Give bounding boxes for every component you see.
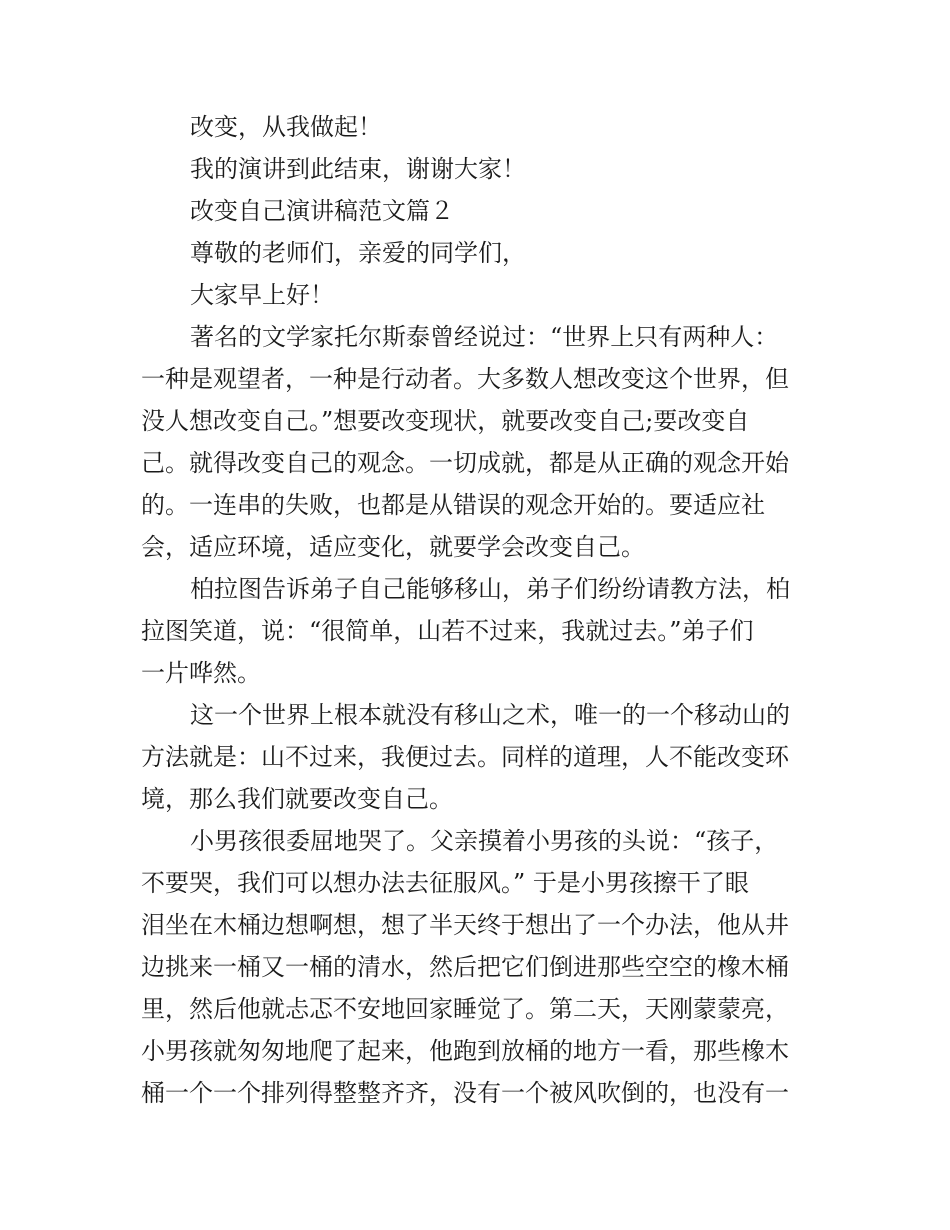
- text-line: 会，适应环境，适应变化，就要学会改变自己。: [141, 533, 645, 561]
- text-line: 的。一连串的失败，也都是从错误的观念开始的。要适应社: [141, 491, 765, 519]
- text-line: 改变，从我做起！: [190, 113, 382, 141]
- text-line: 不要哭，我们可以想办法去征服风。” 于是小男孩擦干了眼: [141, 869, 749, 897]
- text-line: 边挑来一桶又一桶的清水，然后把它们倒进那些空空的橡木桶: [141, 953, 789, 981]
- text-line: 己。就得改变自己的观念。一切成就，都是从正确的观念开始: [141, 449, 789, 477]
- text-line: 里，然后他就忐忑不安地回家睡觉了。第二天，天刚蒙蒙亮，: [141, 995, 789, 1023]
- text-line: 泪坐在木桶边想啊想，想了半天终于想出了一个办法，他从井: [141, 911, 789, 939]
- text-line: 我的演讲到此结束，谢谢大家！: [190, 155, 526, 183]
- text-line: 著名的文学家托尔斯泰曾经说过：“世界上只有两种人：: [190, 323, 779, 351]
- body-text: [141, 106, 821, 1114]
- text-line: 方法就是：山不过来，我便过去。同样的道理，人不能改变环: [141, 743, 789, 771]
- text-line: 一种是观望者，一种是行动者。大多数人想改变这个世界，但: [141, 365, 789, 393]
- text-line: 这一个世界上根本就没有移山之术，唯一的一个移动山的: [190, 701, 790, 729]
- text-line: 桶一个一个排列得整整齐齐，没有一个被风吹倒的，也没有一: [141, 1079, 789, 1107]
- salutation: 尊敬的老师们，亲爱的同学们，: [190, 239, 526, 267]
- text-line: 境，那么我们就要改变自己。: [141, 785, 453, 813]
- text-line: 小男孩很委屈地哭了。父亲摸着小男孩的头说：“孩子，: [190, 827, 779, 855]
- text-line: 柏拉图告诉弟子自己能够移山，弟子们纷纷请教方法，柏: [190, 575, 790, 603]
- text-line: 小男孩就匆匆地爬了起来，他跑到放桶的地方一看，那些橡木: [141, 1037, 789, 1065]
- text-line: 拉图笑道，说：“很简单，山若不过来，我就过去。”弟子们: [141, 617, 754, 645]
- text-line: 一片哗然。: [141, 659, 261, 687]
- section-heading: 改变自己演讲稿范文篇２: [190, 197, 454, 225]
- text-line: 没人想改变自己。”想要改变现状，就要改变自己;要改变自: [141, 407, 750, 435]
- greeting: 大家早上好！: [190, 281, 334, 309]
